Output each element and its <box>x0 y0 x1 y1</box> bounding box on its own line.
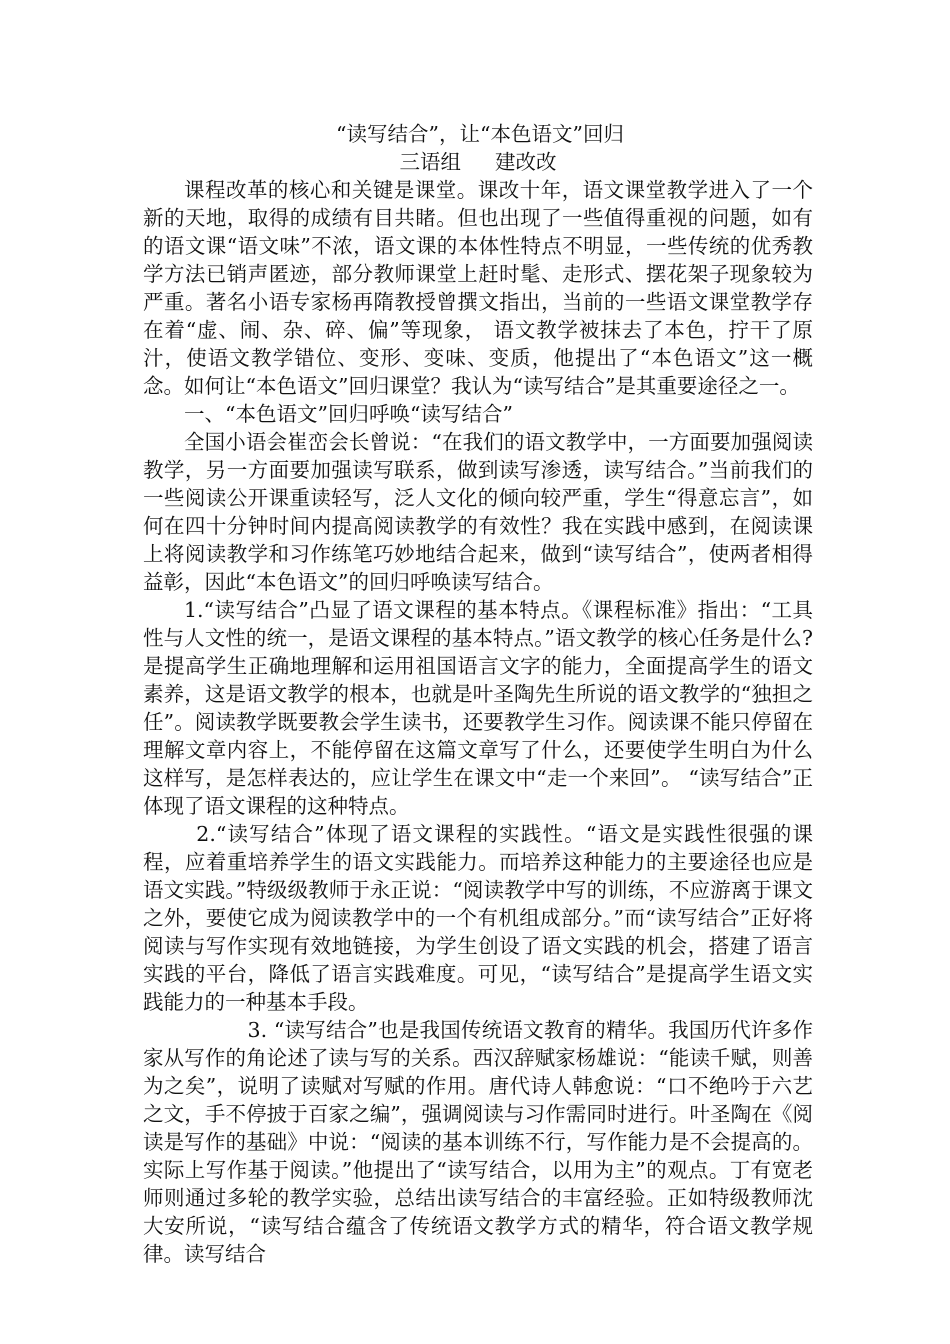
document-title <box>143 120 813 148</box>
author-group: 三语组 <box>399 150 461 174</box>
title-text: “读写结合”，让“本色语文”回归 <box>336 122 624 146</box>
paragraph-point-3: 3. “读写结合”也是我国传统语文教育的精华。我国历代许多作家从写作的角论述了读与写的关系。西汉辞赋家杨雄说：“能读千赋，则善为之矣”，说明了读赋对写赋的作用。唐代诗人韩愈说：“口不绝吟于六艺之文，手不停披于百家之编”，强调阅读与习作需同时进行。叶圣陶在《阅读是写作的基础》中说：“阅读的基本训练不行，写作能力是不会提高的。实际上写作基于阅读。”他提出了“读写结合，以用为主”的观点。丁有宽老师则通过多轮的教学实验，总结出读写结合的丰富经验。正如特级教师沈大安所说，“读写结合蕴含了传统语文教学方式的精华，符合语文教学规律。读写结合 <box>143 1018 813 1266</box>
paragraph-point-2: 2.“读写结合”体现了语文课程的实践性。“语文是实践性很强的课程，应着重培养学生的语文实践能力。而培养这种能力的主要途径也应是语文实践。”特级级教师于永正说：“阅读教学中写的训练，不应游离于课文之外，要使它成为阅读教学中的一个有机组成部分。”而“读写结合”正好将阅读与写作实现有效地链接，为学生创设了语文实践的机会，搭建了语言实践的平台，降低了语言实践难度。可见，“读写结合”是提高学生语文实践能力的一种基本手段。 <box>143 822 813 1014</box>
author-line <box>143 148 813 176</box>
paragraph-point-1: 1.“读写结合”凸显了语文课程的基本特点。《课程标准》指出：“工具性与人文性的统一，是语文课程的基本特点。”语文教学的核心任务是什么?是提高学生正确地理解和运用祖国语言文字的能力，全面提高学生的语文素养，这是语文教学的根本，也就是叶圣陶先生所说的语文教学的“独担之任”。阅读教学既要教会学生读书，还要教学生习作。阅读课不能只停留在理解文章内容上，不能停留在这篇文章写了什么，还要使学生明白为什么这样写，是怎样表达的，应让学生在课文中“走一个来回”。 “读写结合”正体现了语文课程的这种特点。 <box>143 598 813 818</box>
paragraph-cui-quote: 全国小语会崔峦会长曾说：“在我们的语文教学中，一方面要加强阅读教学，另一方面要加强读写联系，做到读写渗透，读写结合。”当前我们的一些阅读公开课重读轻写，泛人文化的倾向较严重，学生“得意忘言”，如何在四十分钟时间内提高阅读教学的有效性？我在实践中感到，在阅读课上将阅读教学和习作练笔巧妙地结合起来，做到“读写结合”，使两者相得益彰，因此“本色语文”的回归呼唤读写结合。 <box>143 430 813 594</box>
section-heading-1: 一、“本色语文”回归呼唤“读写结合” <box>184 402 513 426</box>
author-name: 建改改 <box>495 150 557 174</box>
paragraph-intro: 课程改革的核心和关键是课堂。课改十年，语文课堂教学进入了一个新的天地，取得的成绩有目共睹。但也出现了一些值得重视的问题，如有的语文课“语文味”不浓，语文课的本体性特点不明显，一些传统的优秀教学方法已销声匿迹，部分教师课堂上赶时髦、走形式、摆花架子现象较为严重。著名小语专家杨再隋教授曾撰文指出，当前的一些语文课堂教学存在着“虚、闹、杂、碎、偏”等现象， 语文教学被抹去了本色，拧干了原汁，使语文教学错位、变形、变味、变质，他提出了“本色语文”这一概念。如何让“本色语文”回归课堂？我认为“读写结合”是其重要途径之一。 <box>143 178 813 398</box>
document-page <box>143 120 813 1268</box>
